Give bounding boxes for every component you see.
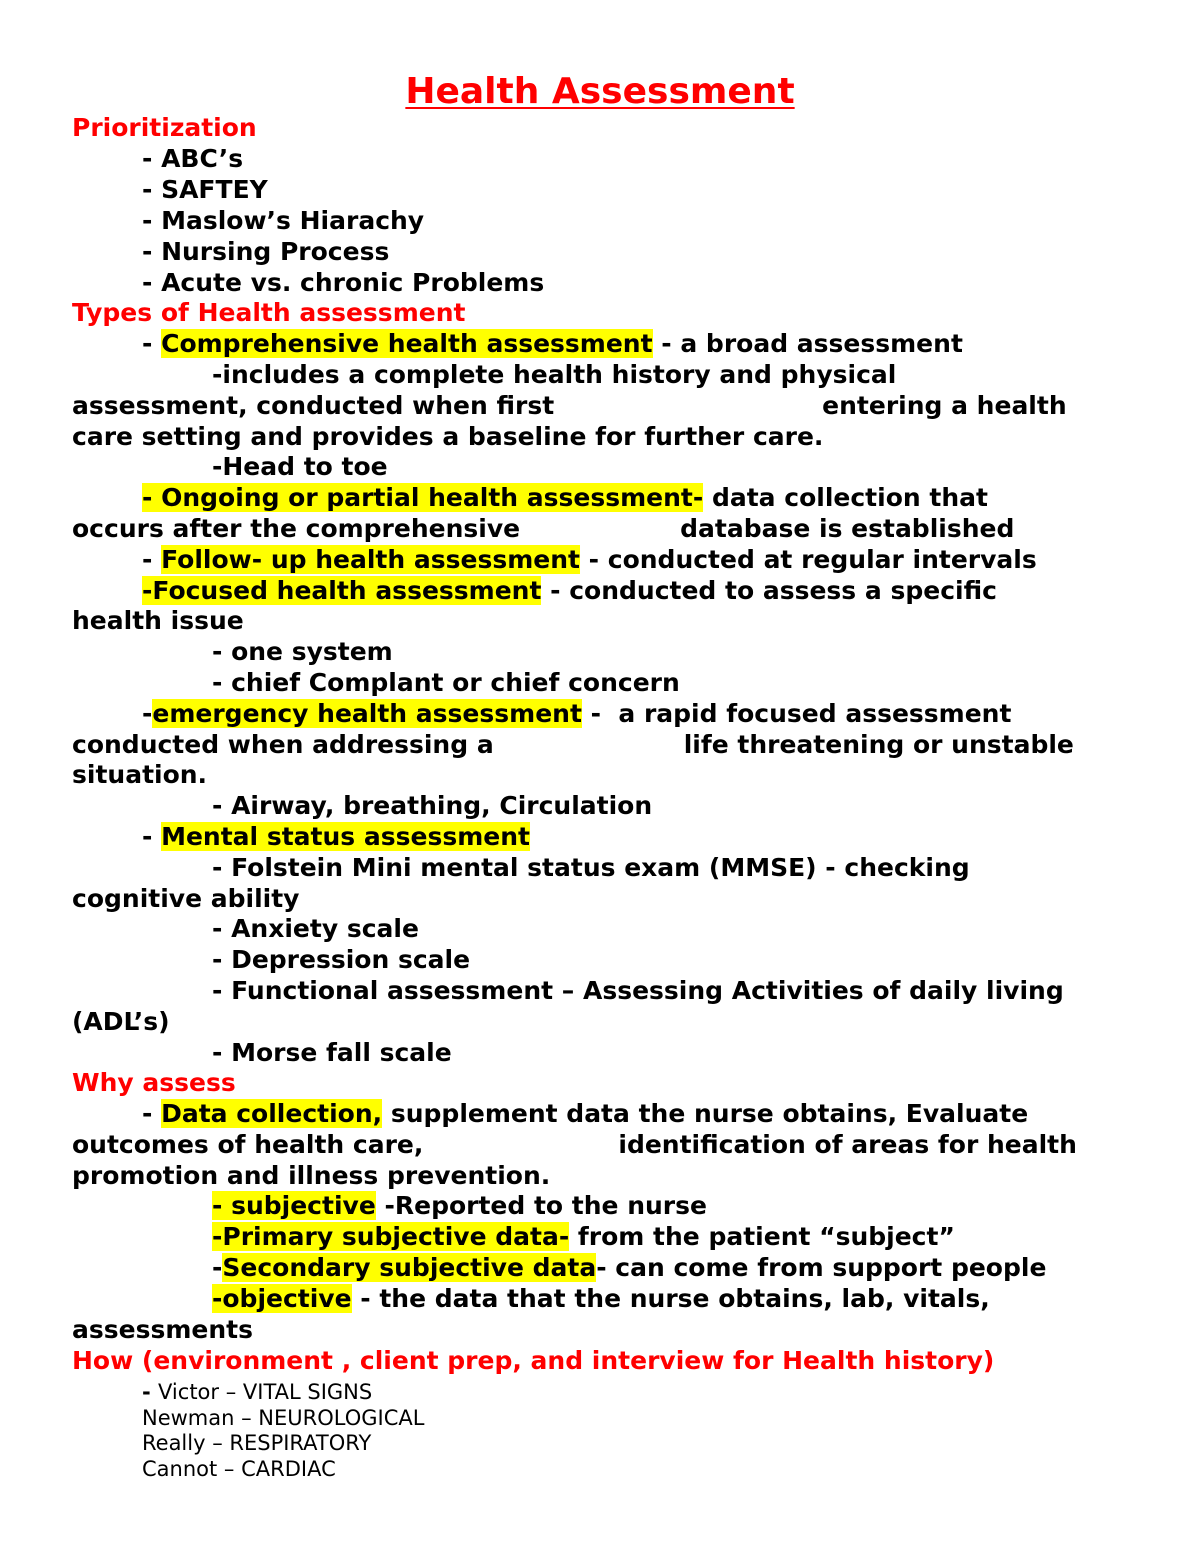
detail-text: cognitive ability bbox=[72, 884, 300, 913]
detail-text: - Functional assessment – Assessing Activities of daily living bbox=[212, 976, 1064, 1005]
highlighted-term: -objective bbox=[212, 1284, 352, 1313]
detail-text: situation. bbox=[72, 760, 208, 789]
objective-line bbox=[212, 1283, 990, 1314]
detail-text-part: outcomes of health care, bbox=[72, 1130, 424, 1159]
ongoing-line bbox=[142, 482, 988, 513]
mnemonic-item: Really – RESPIRATORY bbox=[142, 1431, 372, 1455]
definition-text: data collection that bbox=[703, 483, 988, 512]
emergency-line bbox=[142, 698, 1011, 729]
detail-text bbox=[72, 390, 1067, 421]
highlighted-term: Comprehensive health assessment bbox=[161, 329, 653, 358]
primary-subjective-line bbox=[212, 1221, 955, 1252]
subjective-line bbox=[212, 1190, 707, 1221]
list-item: - Nursing Process bbox=[142, 237, 390, 266]
detail-text-part: life threatening or unstable bbox=[683, 730, 1074, 759]
detail-text: care setting and provides a baseline for further care. bbox=[72, 422, 824, 451]
detail-text-part: entering a health bbox=[822, 391, 1067, 420]
detail-text: assessments bbox=[72, 1315, 253, 1344]
detail-text bbox=[72, 513, 1014, 544]
detail-text-part: conducted when addressing a bbox=[72, 730, 494, 759]
bullet-prefix: - bbox=[142, 699, 153, 728]
detail-text: -Head to toe bbox=[212, 452, 388, 481]
detail-text: promotion and illness prevention. bbox=[72, 1161, 551, 1190]
definition-text: from the patient “subject” bbox=[569, 1222, 955, 1251]
highlighted-term: -Focused health assessment bbox=[142, 576, 542, 605]
detail-text-part: occurs after the comprehensive bbox=[72, 514, 521, 543]
definition-text: - conducted to assess a specific bbox=[541, 576, 997, 605]
focused-line bbox=[142, 575, 997, 606]
bullet-prefix: - bbox=[142, 1099, 162, 1128]
list-item: - Acute vs. chronic Problems bbox=[142, 268, 545, 297]
highlighted-term: Mental status assessment bbox=[161, 822, 530, 851]
definition-text: - a broad assessment bbox=[652, 329, 963, 358]
mnemonic-item bbox=[142, 1379, 372, 1405]
highlighted-term: Follow- up health assessment bbox=[161, 545, 580, 574]
detail-text bbox=[72, 729, 1074, 760]
detail-text bbox=[72, 1129, 1077, 1160]
list-item: - ABC’s bbox=[142, 144, 244, 173]
detail-text: - Airway, breathing, Circulation bbox=[212, 791, 653, 820]
bullet-prefix: - bbox=[142, 822, 162, 851]
mnemonic-text: Victor – VITAL SIGNS bbox=[158, 1380, 373, 1404]
detail-text: -includes a complete health history and physical bbox=[212, 360, 897, 389]
detail-text-part: identification of areas for health bbox=[618, 1130, 1077, 1159]
detail-text: (ADL’s) bbox=[72, 1007, 170, 1036]
comprehensive-line bbox=[142, 328, 963, 359]
detail-text: - chief Complant or chief concern bbox=[212, 668, 680, 697]
list-item: - Maslow’s Hiarachy bbox=[142, 206, 425, 235]
mnemonic-item: Newman – NEUROLOGICAL bbox=[142, 1406, 425, 1430]
detail-text-part: database is established bbox=[680, 514, 1015, 543]
mnemonic-item: Cannot – CARDIAC bbox=[142, 1457, 336, 1481]
bullet-prefix: - bbox=[142, 545, 162, 574]
definition-text: - can come from support people bbox=[596, 1253, 1047, 1282]
document-title: Health Assessment bbox=[405, 71, 795, 112]
definition-text: - a rapid focused assessment bbox=[581, 699, 1012, 728]
highlighted-term: - subjective bbox=[212, 1191, 376, 1220]
bullet-prefix: - bbox=[212, 1253, 223, 1282]
data-collection-line bbox=[142, 1098, 1028, 1129]
mental-status-line bbox=[142, 821, 530, 852]
detail-text: - Morse fall scale bbox=[212, 1038, 452, 1067]
heading-why-assess: Why assess bbox=[72, 1068, 236, 1097]
detail-text-part: assessment, conducted when first bbox=[72, 391, 555, 420]
follow-up-line bbox=[142, 544, 1037, 575]
detail-text: - Depression scale bbox=[212, 945, 471, 974]
highlighted-term: -Primary subjective data- bbox=[212, 1222, 570, 1251]
detail-text: health issue bbox=[72, 606, 244, 635]
heading-prioritization: Prioritization bbox=[72, 113, 257, 142]
detail-text: - Folstein Mini mental status exam (MMSE) - checking bbox=[212, 853, 970, 882]
highlighted-term: Data collection, bbox=[161, 1099, 383, 1128]
detail-text: - Anxiety scale bbox=[212, 914, 419, 943]
list-item: - SAFTEY bbox=[142, 175, 268, 204]
definition-text: - the data that the nurse obtains, lab, vitals, bbox=[351, 1284, 990, 1313]
definition-text: - conducted at regular intervals bbox=[579, 545, 1037, 574]
secondary-subjective-line bbox=[212, 1252, 1046, 1283]
heading-how: How (environment , client prep, and interview for Health history) bbox=[72, 1346, 995, 1375]
definition-text: -Reported to the nurse bbox=[375, 1191, 707, 1220]
heading-types: Types of Health assessment bbox=[72, 298, 466, 327]
highlighted-term: emergency health assessment bbox=[152, 699, 582, 728]
bullet-prefix: - bbox=[142, 329, 162, 358]
definition-text: supplement data the nurse obtains, Evaluate bbox=[382, 1099, 1029, 1128]
bullet-prefix: - bbox=[142, 1380, 159, 1404]
detail-text: - one system bbox=[212, 637, 393, 666]
highlighted-term: Secondary subjective data bbox=[222, 1253, 597, 1282]
highlighted-term: - Ongoing or partial health assessment- bbox=[142, 483, 704, 512]
